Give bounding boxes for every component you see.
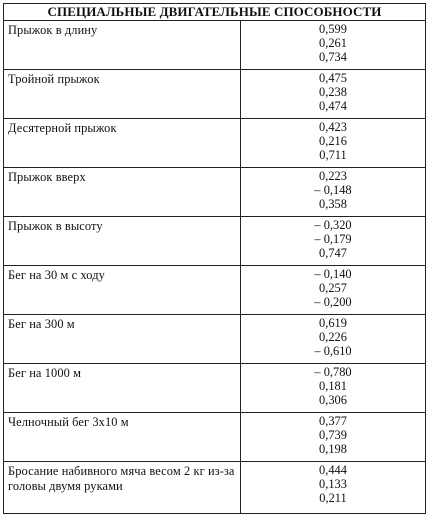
coefficient-value: 0,739 [319,428,347,442]
coefficient-value: 0,423 [319,120,347,134]
coefficient-value: 0,599 [319,22,347,36]
table-row [4,70,426,119]
ability-name-cell: Десятерной прыжок [4,119,241,168]
coefficient-value: – 0,179 [314,232,352,246]
coefficients-cell [241,266,426,315]
coefficient-value: 0,734 [319,50,347,64]
coefficients-cell [241,168,426,217]
coefficients-cell [241,315,426,364]
coefficients-cell [241,462,426,514]
coefficient-value: 0,619 [319,316,347,330]
table-header-row [4,4,426,21]
table-header: СПЕЦИАЛЬНЫЕ ДВИГАТЕЛЬНЫЕ СПОСОБНОСТИ [4,4,426,21]
coefficient-value: 0,238 [319,85,347,99]
table-row [4,21,426,70]
coefficients-cell [241,217,426,266]
coefficient-value: – 0,200 [314,295,352,309]
coefficients-cell [241,119,426,168]
coefficient-value: 0,444 [319,463,347,477]
coefficient-value: – 0,320 [314,218,352,232]
table-row [4,168,426,217]
coefficient-value: – 0,780 [314,365,352,379]
coefficients-cell [241,413,426,462]
table-row [4,119,426,168]
coefficient-value: 0,475 [319,71,347,85]
ability-name-cell: Прыжок в длину [4,21,241,70]
coefficient-value: 0,211 [319,491,347,505]
coefficient-value: 0,261 [319,36,347,50]
coefficient-value: 0,474 [319,99,347,113]
coefficient-value: – 0,148 [314,183,352,197]
motor-abilities-table [3,3,426,514]
table-row [4,413,426,462]
coefficient-value: – 0,610 [314,344,352,358]
coefficient-value: 0,223 [319,169,347,183]
coefficient-value: 0,358 [319,197,347,211]
coefficients-cell [241,364,426,413]
coefficients-cell [241,70,426,119]
ability-name-cell: Челночный бег 3х10 м [4,413,241,462]
coefficients-cell [241,21,426,70]
coefficient-value: 0,306 [319,393,347,407]
table-row [4,217,426,266]
coefficient-value: 0,711 [319,148,347,162]
ability-name-cell: Бросание набивного мяча весом 2 кг из-за головы двумя руками [4,462,241,514]
coefficient-value: 0,747 [319,246,347,260]
ability-name-cell: Прыжок вверх [4,168,241,217]
ability-name-cell: Бег на 30 м с ходу [4,266,241,315]
table-row [4,364,426,413]
coefficient-value: 0,181 [319,379,347,393]
coefficient-value: 0,257 [319,281,347,295]
coefficient-value: – 0,140 [314,267,352,281]
table-row [4,315,426,364]
coefficient-value: 0,216 [319,134,347,148]
ability-name-cell: Бег на 300 м [4,315,241,364]
ability-name-cell: Тройной прыжок [4,70,241,119]
ability-name-cell: Бег на 1000 м [4,364,241,413]
table-row [4,266,426,315]
coefficient-value: 0,133 [319,477,347,491]
document-page [3,3,425,514]
table-row [4,462,426,514]
coefficient-value: 0,198 [319,442,347,456]
coefficient-value: 0,226 [319,330,347,344]
coefficient-value: 0,377 [319,414,347,428]
ability-name-cell: Прыжок в высоту [4,217,241,266]
table-body [4,21,426,514]
